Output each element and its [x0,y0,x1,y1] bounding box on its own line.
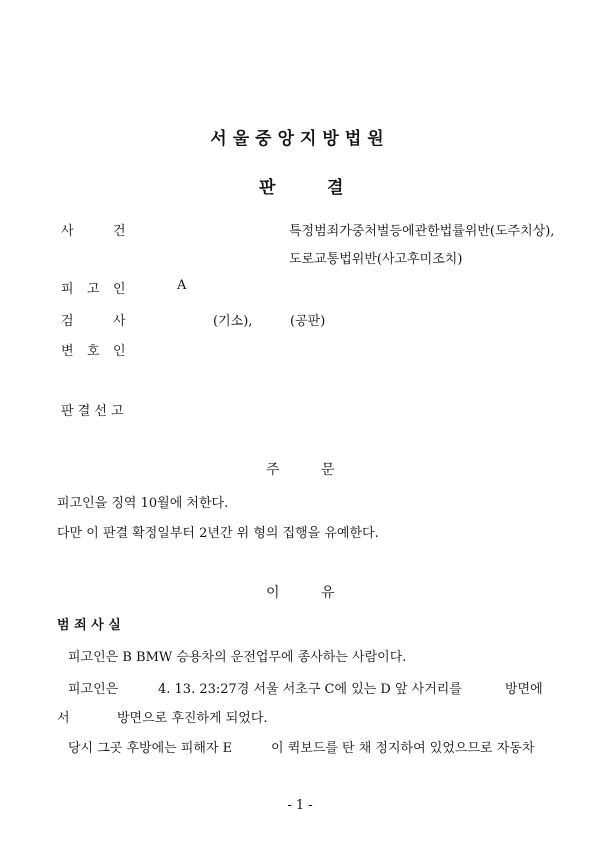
reasons-paragraph-3-start: 당시 그곳 후방에는 피해자 E [68,741,233,756]
page-number: - 1 - [287,798,313,813]
order-line-1: 피고인을 징역 10월에 처한다. [57,496,229,511]
counsel-label-char-3: 인 [113,344,126,359]
defendant-value: A [177,278,187,293]
court-name: 서울중앙지방법원 [210,129,390,149]
order-heading-char-1: 주 [266,462,280,478]
counsel-label-char-1: 변 [61,344,74,359]
criminal-facts-subheading: 범 죄 사 실 [57,618,121,633]
prosecutor-label-char-1: 검 [61,314,74,329]
counsel-label-char-2: 호 [87,344,100,359]
reasons-paragraph-2-line2-start: 서 [57,711,70,726]
title-char-2: 결 [327,178,344,198]
case-value-line-1: 특정범죄가중처벌등에관한법률위반(도주치상), [289,224,555,239]
reasons-paragraph-2-line2: 방면으로 후진하게 되었다. [117,711,268,726]
case-label-char-2: 건 [113,224,126,239]
prosecutor-label-char-2: 사 [113,314,126,329]
reasons-paragraph-3-end: 이 퀵보드를 탄 채 정지하여 있었으므로 자동차 [271,741,535,756]
case-value-line-2: 도로교통법위반(사고후미조치) [289,252,463,267]
prosecutor-value-trial: (공판) [290,314,326,329]
case-label-char-1: 사 [61,224,74,239]
reasons-heading-char-1: 이 [266,585,280,601]
prosecutor-value-indictment: (기소), [213,314,253,329]
sentence-date-label: 판 결 선 고 [61,404,124,419]
order-line-2: 다만 이 판결 확정일부터 2년간 위 형의 집행을 유예한다. [57,526,379,541]
defendant-label-char-3: 인 [113,282,126,297]
reasons-paragraph-1: 피고인은 B BMW 승용차의 운전업무에 종사하는 사람이다. [68,650,407,665]
title-char-1: 판 [259,178,276,198]
reasons-paragraph-2-start: 피고인은 [68,682,119,697]
defendant-label-char-2: 고 [87,282,100,297]
defendant-label-char-1: 피 [61,282,74,297]
reasons-paragraph-2-end: 방면에 [505,682,543,697]
order-heading-char-2: 문 [321,462,335,478]
reasons-paragraph-2-mid: 4. 13. 23:27경 서울 서초구 C에 있는 D 앞 사거리를 [158,682,462,697]
reasons-heading-char-2: 유 [321,585,335,601]
